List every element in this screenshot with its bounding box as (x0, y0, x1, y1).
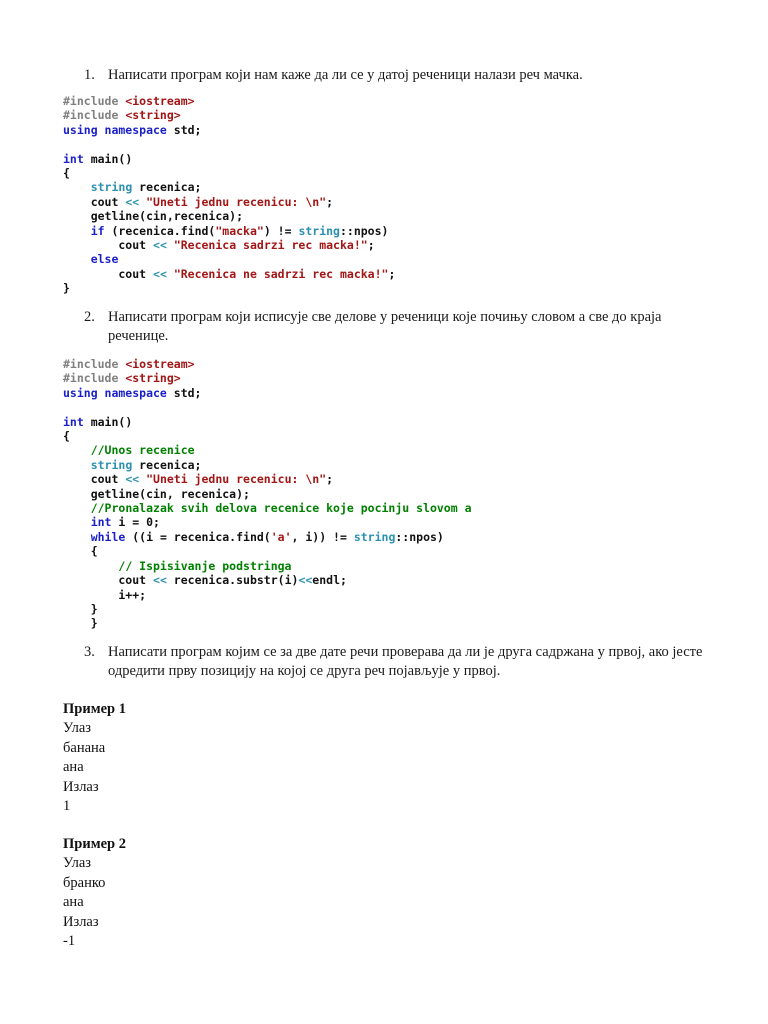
example-input-label: Улаз (63, 855, 92, 872)
code-token (63, 180, 91, 194)
code-token: while (90, 529, 126, 544)
code-token: else (90, 252, 119, 267)
example-input-label: Улаз (63, 720, 92, 737)
code-token: endl; (312, 573, 347, 588)
code-token (167, 267, 174, 281)
code-token: { (63, 544, 98, 559)
code-token: << (298, 573, 313, 588)
code-token: if (90, 223, 105, 238)
code-line (63, 573, 347, 587)
example-output-value: 1 (63, 798, 71, 815)
code-token: cout (63, 266, 154, 281)
task-text: Написати програм који нам каже да ли се у датој реченици налази реч мачка. (108, 67, 583, 83)
example-1 (63, 700, 363, 816)
code-token: cout (63, 573, 154, 588)
example-output-label: Излаз (63, 913, 99, 930)
code-line (63, 195, 333, 209)
code-line (63, 123, 201, 137)
code-line (63, 224, 388, 238)
code-token: std; (166, 122, 202, 137)
example-input-value: ана (63, 894, 84, 911)
code-token: ((i = recenica.find( (125, 529, 271, 544)
task-1 (84, 66, 704, 85)
code-token: << (125, 472, 140, 487)
code-token: (recenica.find( (104, 223, 216, 238)
code-token: } (63, 601, 98, 616)
code-line (63, 94, 195, 108)
code-token: cout (63, 472, 126, 487)
code-line (63, 616, 98, 630)
code-token: ; (326, 194, 334, 209)
code-token: <iostream> (125, 94, 195, 108)
code-line (63, 458, 202, 472)
code-token: std; (166, 385, 202, 400)
task-2 (84, 308, 704, 346)
code-line (63, 588, 146, 602)
task-number: 1. (84, 67, 95, 83)
code-line (63, 443, 195, 457)
code-token: string (298, 223, 340, 238)
code-token: << (153, 238, 167, 253)
code-token: ; (388, 266, 396, 281)
code-line (63, 152, 132, 166)
code-block-2 (63, 357, 472, 631)
code-line (63, 108, 181, 122)
code-token: string (90, 457, 133, 472)
code-token: //Unos recenice (90, 443, 195, 458)
code-token: ) != (263, 223, 299, 238)
code-line (63, 386, 201, 400)
code-line (63, 267, 395, 281)
code-token: #include (63, 94, 126, 108)
code-token: #include (63, 108, 126, 123)
code-token: ::npos) (339, 223, 389, 238)
code-line (63, 281, 70, 295)
task-number: 2. (84, 309, 95, 325)
code-token (63, 515, 91, 529)
code-token: ; (367, 238, 375, 253)
code-token: << (153, 573, 167, 588)
code-token: "Recenica ne sadrzi rec macka!" (173, 266, 389, 281)
code-token: << (153, 266, 167, 281)
code-token (63, 224, 91, 238)
code-token: <iostream> (125, 357, 195, 371)
code-line (63, 544, 98, 558)
example-2 (63, 835, 363, 951)
code-token: <string> (125, 108, 181, 123)
code-token: int (63, 414, 84, 429)
code-token: recenica; (132, 180, 202, 195)
code-token: using namespace (63, 385, 167, 400)
code-block-1 (63, 94, 395, 296)
code-token: } (63, 616, 98, 631)
code-line (63, 166, 70, 180)
code-line (63, 530, 444, 544)
example-output-label: Излаз (63, 778, 99, 795)
example-title: Пример 2 (63, 836, 126, 852)
code-token: ; (326, 472, 334, 487)
code-line (63, 429, 70, 443)
code-line (63, 559, 291, 573)
code-token (63, 443, 91, 457)
code-token: , i)) != (291, 529, 354, 544)
task-text: Написати програм којим се за две дате речи проверава да ли је друга садржана у првој, ако јесте одредити прву позицију на којој се друга реч појављује у првој. (108, 644, 703, 679)
code-line (63, 515, 160, 529)
code-token (63, 252, 91, 266)
code-token: 'a' (270, 529, 292, 544)
code-token: cout (63, 238, 154, 253)
code-token: //Pronalazak svih delova recenice koje pocinju slovom a (90, 501, 472, 516)
code-token: "macka" (215, 223, 264, 238)
code-token: recenica.substr(i) (166, 573, 299, 588)
code-token: << (125, 194, 140, 209)
code-token: getline(cin, recenica); (63, 486, 250, 501)
code-token (63, 530, 91, 544)
example-title: Пример 1 (63, 701, 126, 717)
code-token: "Uneti jednu recenicu: \n" (146, 194, 327, 209)
code-token: // Ispisivanje podstringa (118, 558, 292, 573)
example-input-value: бранко (63, 874, 106, 891)
code-line (63, 415, 132, 429)
code-token: i++; (63, 587, 147, 602)
code-token: string (353, 529, 396, 544)
code-line (63, 472, 333, 486)
task-3 (84, 643, 704, 681)
code-line (63, 501, 472, 515)
code-token: recenica; (132, 457, 202, 472)
code-token (63, 458, 91, 472)
code-line (63, 371, 181, 385)
code-line (63, 180, 202, 194)
code-token: int (90, 515, 112, 530)
example-output-value: -1 (63, 933, 76, 950)
code-line (63, 209, 243, 223)
code-token: i = 0; (111, 515, 160, 530)
code-token: int (63, 151, 84, 166)
code-token: string (90, 180, 133, 195)
code-token: "Recenica sadrzi rec macka!" (173, 238, 368, 253)
code-token: { (63, 166, 70, 181)
code-token (63, 501, 91, 515)
code-line (63, 238, 375, 252)
code-line (63, 602, 98, 616)
task-number: 3. (84, 644, 95, 660)
code-line (63, 252, 118, 266)
code-token: ::npos) (395, 529, 444, 544)
task-text: Написати програм који исписује све делове у реченици које почињу словом а све до краја реченице. (108, 309, 662, 344)
code-token: main() (83, 414, 133, 429)
code-token: } (63, 281, 70, 296)
code-token: using namespace (63, 122, 167, 137)
code-token: #include (63, 357, 126, 371)
code-token (63, 559, 118, 573)
code-line (63, 357, 195, 371)
example-input-value: ана (63, 759, 84, 776)
code-token: main() (83, 151, 133, 166)
code-token (167, 238, 174, 252)
example-input-value: банана (63, 739, 106, 756)
code-token: "Uneti jednu recenicu: \n" (146, 472, 327, 487)
code-token: #include (63, 371, 126, 386)
code-token: { (63, 429, 70, 444)
code-token: cout (63, 194, 126, 209)
code-line (63, 487, 250, 501)
code-token: <string> (125, 371, 181, 386)
code-token: getline(cin,recenica); (63, 209, 244, 224)
